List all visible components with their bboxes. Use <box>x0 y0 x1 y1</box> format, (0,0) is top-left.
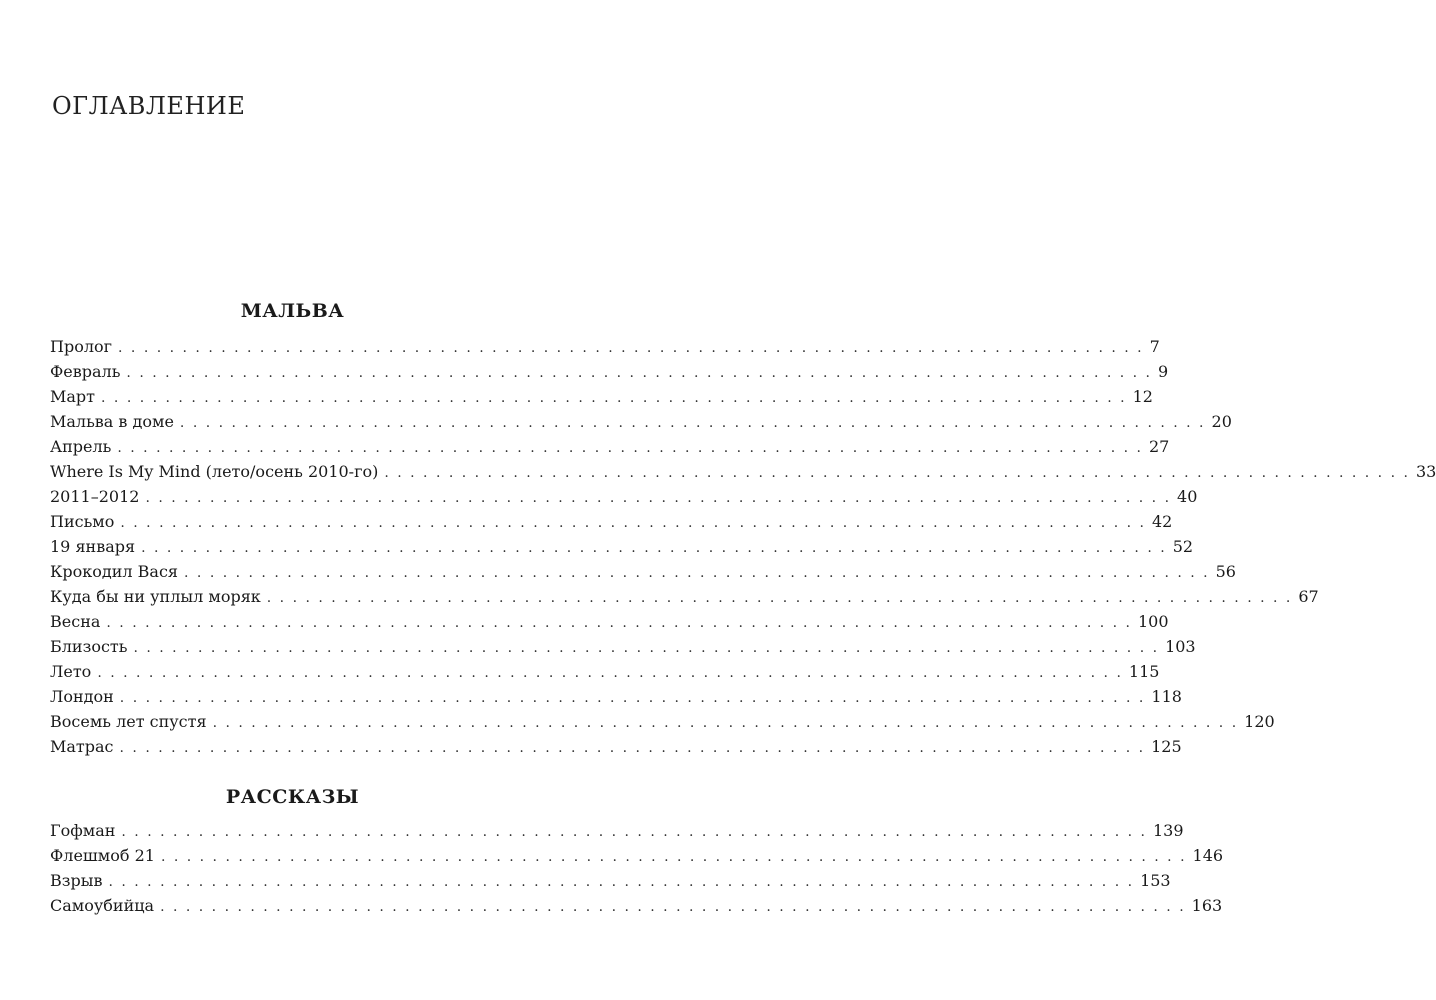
toc-entry[interactable] <box>50 584 1319 609</box>
leader-dots: . . . . . . . . . . . . . . . . . . . . . . . . . . . . . . . . . . . . . . . . . . . . . . . . . . . . . . . . . . . . . . . . . . . . . . . . . . . . . . . . <box>212 715 1239 731</box>
leader-dots: . . . . . . . . . . . . . . . . . . . . . . . . . . . . . . . . . . . . . . . . . . . . . . . . . . . . . . . . . . . . . . . . . . . . . . . . . . . . . . . . <box>133 640 1160 656</box>
toc-list-rasskazy <box>50 818 1224 918</box>
toc-entry-page: 100 <box>1137 612 1169 631</box>
toc-entry-title: Самоубийца <box>50 896 155 915</box>
leader-dots: . . . . . . . . . . . . . . . . . . . . . . . . . . . . . . . . . . . . . . . . . . . . . . . . . . . . . . . . . . . . . . . . . . . . . . . . . . . . . . . . <box>126 365 1153 381</box>
toc-entry-page: 42 <box>1151 512 1173 531</box>
toc-entry-title: Гофман <box>50 821 116 840</box>
toc-entry-title: Письмо <box>50 512 115 531</box>
section-heading-rasskazy: РАССКАЗЫ <box>225 786 360 808</box>
toc-entry[interactable] <box>50 484 1198 509</box>
leader-dots: . . . . . . . . . . . . . . . . . . . . . . . . . . . . . . . . . . . . . . . . . . . . . . . . . . . . . . . . . . . . . . . . . . . . . . . . . . . . . . . . <box>121 824 1147 840</box>
toc-entry-page: 52 <box>1172 537 1194 556</box>
toc-entry-title: Март <box>50 387 96 406</box>
toc-entry[interactable] <box>50 893 1223 918</box>
toc-entry[interactable] <box>50 659 1160 684</box>
toc-entry-title: Лондон <box>50 687 114 706</box>
toc-entry-page: 118 <box>1151 687 1182 706</box>
toc-entry-title: Февраль <box>50 362 121 381</box>
toc-entry-title: Весна <box>50 612 101 631</box>
toc-entry-page: 139 <box>1153 821 1184 840</box>
toc-entry-title: Взрыв <box>50 871 103 890</box>
toc-entry-page: 20 <box>1211 412 1232 431</box>
toc-entry[interactable] <box>50 843 1224 868</box>
leader-dots: . . . . . . . . . . . . . . . . . . . . . . . . . . . . . . . . . . . . . . . . . . . . . . . . . . . . . . . . . . . . . . . . . . . . . . . . . . . . . . . . <box>118 340 1144 356</box>
toc-entry[interactable] <box>50 684 1182 709</box>
toc-entry[interactable] <box>50 559 1236 584</box>
toc-entry[interactable] <box>50 534 1194 559</box>
toc-entry[interactable] <box>50 334 1160 359</box>
toc-entry[interactable] <box>50 409 1232 434</box>
toc-entry-title: Куда бы ни уплыл моряк <box>50 587 261 606</box>
toc-entry-page: 33 <box>1415 462 1436 481</box>
leader-dots: . . . . . . . . . . . . . . . . . . . . . . . . . . . . . . . . . . . . . . . . . . . . . . . . . . . . . . . . . . . . . . . . . . . . . . . . . . . . . . . . <box>179 415 1206 431</box>
leader-dots: . . . . . . . . . . . . . . . . . . . . . . . . . . . . . . . . . . . . . . . . . . . . . . . . . . . . . . . . . . . . . . . . . . . . . . . . . . . . . . . . <box>184 565 1210 581</box>
leader-dots: . . . . . . . . . . . . . . . . . . . . . . . . . . . . . . . . . . . . . . . . . . . . . . . . . . . . . . . . . . . . . . . . . . . . . . . . . . . . . . . . <box>119 690 1146 706</box>
toc-entry-title: Флешмоб 21 <box>50 846 155 865</box>
toc-entry-page: 9 <box>1158 362 1169 381</box>
page-title: ОГЛАВЛЕНИЕ <box>52 92 246 120</box>
toc-entry-title: 2011–2012 <box>50 487 140 506</box>
toc-entry-title: Матрас <box>50 737 114 756</box>
leader-dots: . . . . . . . . . . . . . . . . . . . . . . . . . . . . . . . . . . . . . . . . . . . . . . . . . . . . . . . . . . . . . . . . . . . . . . . . . . . . . . . . <box>141 540 1167 556</box>
leader-dots: . . . . . . . . . . . . . . . . . . . . . . . . . . . . . . . . . . . . . . . . . . . . . . . . . . . . . . . . . . . . . . . . . . . . . . . . . . . . . . . . <box>120 515 1146 531</box>
toc-entry-page: 153 <box>1140 871 1171 890</box>
toc-entry-page: 40 <box>1177 487 1198 506</box>
leader-dots: . . . . . . . . . . . . . . . . . . . . . . . . . . . . . . . . . . . . . . . . . . . . . . . . . . . . . . . . . . . . . . . . . . . . . . . . . . . . . . . . <box>145 490 1172 506</box>
toc-entry-page: 12 <box>1132 387 1153 406</box>
toc-entry[interactable] <box>50 734 1182 759</box>
toc-entry[interactable] <box>50 709 1275 734</box>
toc-entry[interactable] <box>50 384 1153 409</box>
leader-dots: . . . . . . . . . . . . . . . . . . . . . . . . . . . . . . . . . . . . . . . . . . . . . . . . . . . . . . . . . . . . . . . . . . . . . . . . . . . . . . . . <box>384 465 1410 481</box>
toc-entry-title: Крокодил Вася <box>50 562 179 581</box>
toc-entry-page: 125 <box>1151 737 1182 756</box>
toc-entry-page: 146 <box>1192 846 1224 865</box>
toc-entry-title: Апрель <box>50 437 112 456</box>
leader-dots: . . . . . . . . . . . . . . . . . . . . . . . . . . . . . . . . . . . . . . . . . . . . . . . . . . . . . . . . . . . . . . . . . . . . . . . . . . . . . . . . <box>119 740 1146 756</box>
leader-dots: . . . . . . . . . . . . . . . . . . . . . . . . . . . . . . . . . . . . . . . . . . . . . . . . . . . . . . . . . . . . . . . . . . . . . . . . . . . . . . . . <box>266 590 1293 606</box>
leader-dots: . . . . . . . . . . . . . . . . . . . . . . . . . . . . . . . . . . . . . . . . . . . . . . . . . . . . . . . . . . . . . . . . . . . . . . . . . . . . . . . . <box>106 615 1132 631</box>
toc-entry-page: 27 <box>1148 437 1170 456</box>
toc-entry-title: Where Is My Mind (лето/осень 2010-го) <box>50 462 379 481</box>
toc-entry-page: 120 <box>1244 712 1275 731</box>
toc-entry[interactable] <box>50 509 1173 534</box>
leader-dots: . . . . . . . . . . . . . . . . . . . . . . . . . . . . . . . . . . . . . . . . . . . . . . . . . . . . . . . . . . . . . . . . . . . . . . . . . . . . . . . . <box>108 874 1135 890</box>
toc-entry-page: 67 <box>1298 587 1319 606</box>
toc-entry-page: 103 <box>1165 637 1196 656</box>
toc-entry[interactable] <box>50 609 1169 634</box>
leader-dots: . . . . . . . . . . . . . . . . . . . . . . . . . . . . . . . . . . . . . . . . . . . . . . . . . . . . . . . . . . . . . . . . . . . . . . . . . . . . . . . . <box>160 899 1186 915</box>
leader-dots: . . . . . . . . . . . . . . . . . . . . . . . . . . . . . . . . . . . . . . . . . . . . . . . . . . . . . . . . . . . . . . . . . . . . . . . . . . . . . . . . <box>160 849 1187 865</box>
toc-entry[interactable] <box>50 459 1436 484</box>
leader-dots: . . . . . . . . . . . . . . . . . . . . . . . . . . . . . . . . . . . . . . . . . . . . . . . . . . . . . . . . . . . . . . . . . . . . . . . . . . . . . . . . <box>117 440 1143 456</box>
toc-entry[interactable] <box>50 634 1196 659</box>
toc-list-malva <box>50 334 1436 759</box>
toc-entry[interactable] <box>50 818 1184 843</box>
toc-entry[interactable] <box>50 359 1169 384</box>
leader-dots: . . . . . . . . . . . . . . . . . . . . . . . . . . . . . . . . . . . . . . . . . . . . . . . . . . . . . . . . . . . . . . . . . . . . . . . . . . . . . . . . <box>101 390 1127 406</box>
section-heading-malva: МАЛЬВА <box>240 300 345 322</box>
toc-entry-page: 163 <box>1191 896 1223 915</box>
toc-entry-title: Мальва в доме <box>50 412 174 431</box>
leader-dots: . . . . . . . . . . . . . . . . . . . . . . . . . . . . . . . . . . . . . . . . . . . . . . . . . . . . . . . . . . . . . . . . . . . . . . . . . . . . . . . . <box>97 665 1123 681</box>
toc-entry-title: Близость <box>50 637 128 656</box>
toc-entry-title: Восемь лет спустя <box>50 712 207 731</box>
toc-entry-page: 7 <box>1149 337 1160 356</box>
toc-entry-title: Лето <box>50 662 92 681</box>
toc-entry-page: 56 <box>1215 562 1236 581</box>
toc-entry-page: 115 <box>1128 662 1160 681</box>
toc-entry-title: Пролог <box>50 337 113 356</box>
toc-entry-title: 19 января <box>50 537 136 556</box>
toc-entry[interactable] <box>50 868 1171 893</box>
toc-entry[interactable] <box>50 434 1170 459</box>
